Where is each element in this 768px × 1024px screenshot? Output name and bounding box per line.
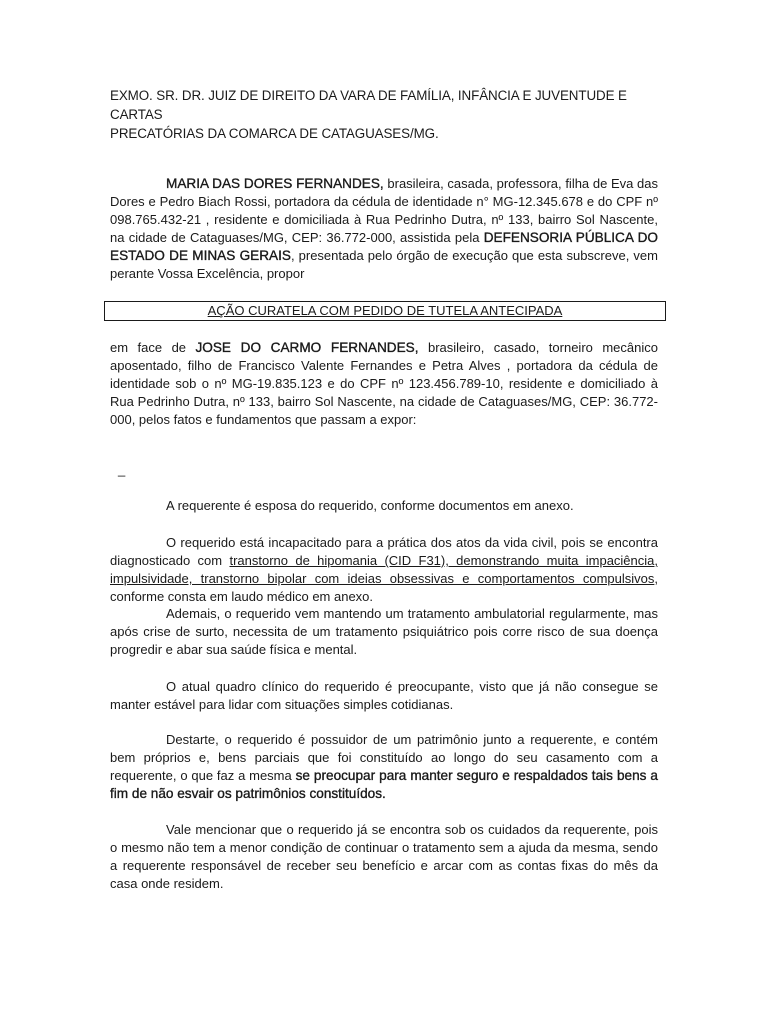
defendant-details: brasileiro, casado, torneiro mecânico aposentado, filho de Francisco Valente Fernandes e Petra Alves , portadora da cédula de identidade sob o nº MG-19.835.123 e do CPF nº 123.456.789-10, residente e domiciliado à Rua Pedrinho Dutra, nº 133, bairro Sol Nascente, na cidade de Cataguases/MG, CEP: 36.772-000, pelos fatos e fundamentos que passam a expor: — [110, 340, 658, 427]
defendant-prefix: em face de — [110, 340, 196, 355]
defensoria-name: DEFENSORIA PÚBLICA DO ESTADO DE MINAS GERAIS — [110, 230, 658, 263]
diagnosis-closing: , conforme consta em laudo médico em anexo. — [110, 571, 658, 604]
diagnosis-intro: O requerido está incapacitado para a prática dos atos da vida civil, pois se encontra diagnosticado com — [110, 535, 658, 568]
action-title-box: AÇÃO CURATELA COM PEDIDO DE TUTELA ANTECIPADA — [104, 301, 666, 321]
diagnosis-underlined: transtorno de hipomania (CID F31), demonstrando muita impaciência, impulsividade, transtorno bipolar com ideias obsessivas e comportamentos compulsivos — [110, 553, 658, 586]
paragraph-diagnosis — [110, 534, 658, 606]
patrimony-text: Destarte, o requerido é possuidor de um patrimônio junto a requerente, e contém bem próprios e, bens parciais que foi constituído ao longo do seu casamento com a requerente, o que faz a mesma — [110, 732, 658, 783]
defendant-name: JOSE DO CARMO FERNANDES, — [195, 340, 419, 355]
plaintiff-name: MARIA DAS DORES FERNANDES, — [166, 176, 384, 191]
plaintiff-closing: , presentada pelo órgão de execução que esta subscreve, vem perante Vossa Excelência, propor — [110, 248, 658, 281]
court-addressee-header — [110, 86, 658, 143]
defendant-qualification-paragraph — [110, 339, 658, 429]
plaintiff-details: brasileira, casada, professora, filha de Eva das Dores e Pedro Biach Rossi, portadora da cédula de identidade n° MG-12.345.678 e do CPF nº 098.765.432-21 , residente e domiciliada à Rua Pedrinho Dutra, nº 133, bairro Sol Nascente, na cidade de Cataguases/MG, CEP: 36.772-000, assistida pela — [110, 176, 658, 245]
paragraph-care: Vale mencionar que o requerido já se encontra sob os cuidados da requerente, pois o mesmo não tem a menor condição de continuar o tratamento sem a ajuda da mesma, sendo a requerente responsável de receber seu benefício e arcar com as contas fixas do mês da casa onde residem. — [110, 822, 658, 891]
paragraph-spouse: A requerente é esposa do requerido, conforme documentos em anexo. — [166, 498, 574, 513]
paragraph-patrimony — [110, 731, 658, 803]
paragraph-clinical-state: O atual quadro clínico do requerido é preocupante, visto que já não consegue se manter estável para lidar com situações simples cotidianas. — [110, 679, 658, 712]
header-line-1: EXMO. SR. DR. JUIZ DE DIREITO DA VARA DE FAMÍLIA, INFÂNCIA E JUVENTUDE E CARTAS — [110, 88, 627, 122]
paragraph-treatment: Ademais, o requerido vem mantendo um tratamento ambulatorial regularmente, mas após crise de surto, necessita de um tratamento psiquiátrico pois corre risco de sua doença progredir e abar sua saúde física e mental. — [110, 606, 658, 657]
patrimony-bold: se preocupar para manter seguro e respaldados tais bens a fim de não esvair os patrimônios constituídos. — [110, 768, 658, 801]
section-dash: _ — [118, 462, 126, 477]
plaintiff-qualification-paragraph — [110, 175, 658, 283]
header-line-2: PRECATÓRIAS DA COMARCA DE CATAGUASES/MG. — [110, 126, 439, 141]
